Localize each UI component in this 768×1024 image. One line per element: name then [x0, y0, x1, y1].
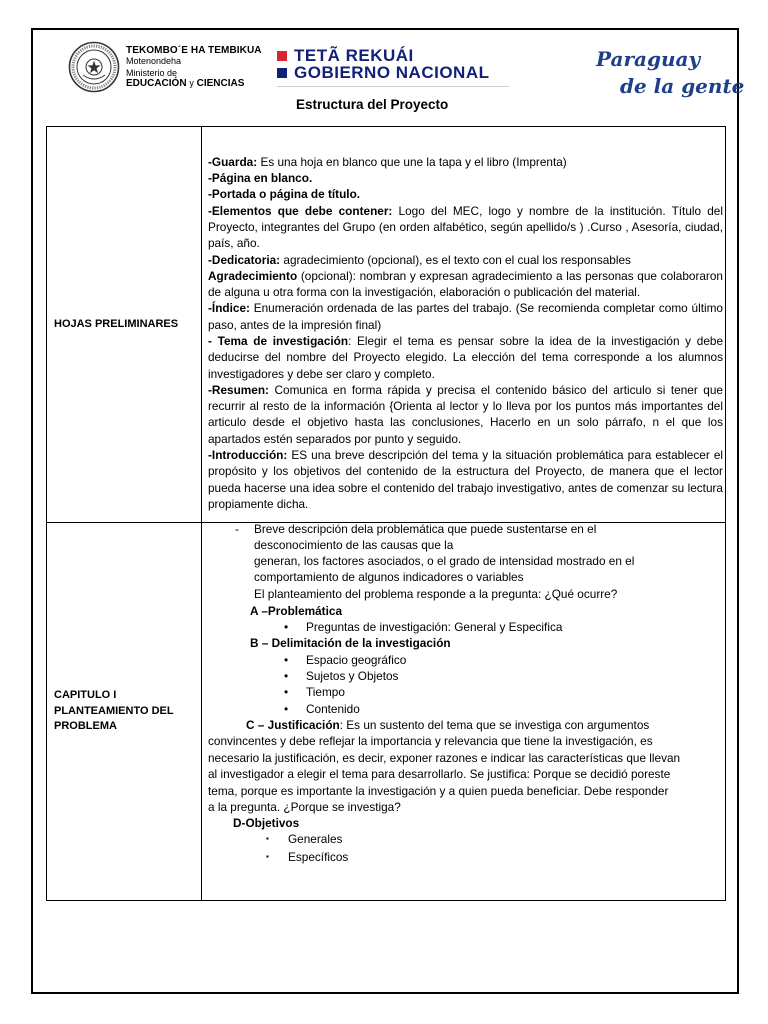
- list-item: Preguntas de investigación: General y Especifica: [306, 620, 563, 634]
- preliminar-item: -Índice: Enumeración ordenada de las partes del trabajo. (Se recomienda completar como último paso, antes de la impresión final): [208, 301, 723, 332]
- preliminar-item: -Página en blanco.: [208, 171, 313, 186]
- bullet-icon: ▪: [266, 834, 269, 843]
- bullet-icon: •: [284, 702, 289, 716]
- bullet-icon: •: [284, 620, 289, 634]
- paraguay-brand-logo: [594, 44, 745, 104]
- blue-square-icon: [277, 68, 287, 78]
- preliminar-item: -Introducción: ES una breve descripción del tema y la situación problemática para establecer el propósito y los objetivos del contenido de la estructura del Proyecto, de manera que el lector pueda hacerse una idea sobre el contenido del trabajo investigativo, antes de comenzar su lectura propiamente dicha.: [208, 448, 723, 511]
- section-b-title: B – Delimitación de la investigación: [250, 636, 451, 650]
- description-line: Breve descripción dela problemática que puede sustentarse en el: [254, 522, 597, 536]
- preliminares-content: [208, 137, 723, 513]
- list-item: Específicos: [288, 850, 349, 864]
- justification-line: convincentes y debe reflejar la importancia y relevancia que tiene la investigación, es: [208, 734, 653, 748]
- gov-line-2: GOBIERNO NACIONAL: [294, 62, 490, 82]
- bullet-icon: •: [284, 685, 289, 699]
- ministry-line-motenondeha: Motenondeha: [126, 56, 182, 66]
- preliminar-item: -Elementos que debe contener: Logo del MEC, logo y nombre de la institución. Título del Proyecto, integrantes del Grupo (en orden alfabético, según apellido/s ) .Curso , Asesoría, ciudad, país, año.: [208, 203, 723, 251]
- government-logo: [277, 47, 490, 81]
- svg-text:Paraguay: Paraguay: [596, 47, 701, 71]
- justification-line: necesario la justificación, es decir, exponer razones e indicar las características que llevan: [208, 751, 681, 765]
- list-item: Sujetos y Objetos: [306, 669, 399, 683]
- ministry-line-education: EDUCACIÓN y CIENCIAS: [126, 78, 245, 89]
- table-row: [47, 127, 726, 523]
- capitulo-content: [202, 523, 725, 900]
- list-item: Contenido: [306, 702, 360, 716]
- ministry-seal-logo: [68, 41, 120, 93]
- list-item: Tiempo: [306, 685, 345, 699]
- ministry-name: [126, 45, 262, 89]
- list-item: Generales: [288, 832, 343, 846]
- preliminar-item: -Resumen: Comunica en forma rápida y precisa el contenido básico del articulo si tener que recurrir al resto de la información {Orienta al lector y lo lleva por los puntos más importantes del articulo desde el objetivo hasta las conclusiones, Hacerlo en un solo párrafo, n el que los apartados estén separados por punto y seguido.: [208, 382, 723, 446]
- description-line: generan, los factores asociados, o el grado de intensidad mostrado en el: [254, 554, 635, 568]
- bullet-icon: ▪: [266, 852, 269, 861]
- section-a-title: A –Problemática: [250, 604, 343, 618]
- description-line: comportamiento de algunos indicadores o variables: [254, 570, 524, 584]
- ministry-line-guarani: TEKOMBO´E HA TEMBIKUA: [126, 45, 262, 56]
- preliminar-item: Agradecimiento (opcional): nombran y expresan agradecimiento a las personas que colaboraron de alguna u otra forma con la investigación, elaboración o publicación del material.: [208, 268, 723, 300]
- dash-bullet: -: [235, 522, 239, 536]
- gov-divider: [277, 86, 509, 87]
- bullet-icon: •: [284, 653, 289, 667]
- description-line: El planteamiento del problema responde a la pregunta: ¿Qué ocurre?: [254, 587, 618, 601]
- justification-line: tema, porque es importante la investigación y a quien pueda beneficiar. Debe responder: [208, 784, 669, 798]
- description-line: desconocimiento de las causas que la: [254, 538, 454, 552]
- table-row: [47, 523, 726, 901]
- bullet-icon: •: [284, 669, 289, 683]
- preliminar-item: -Dedicatoria: agradecimiento (opcional), es el texto con el cual los responsables: [208, 252, 631, 267]
- row-label-capitulo: CAPITULO I PLANTEAMIENTO DEL PROBLEMA: [47, 523, 202, 901]
- svg-text:de la gente: de la gente: [620, 74, 745, 98]
- justification-line: a la pregunta. ¿Porque se investiga?: [208, 800, 401, 814]
- preliminar-item: - Tema de investigación: Elegir el tema es pensar sobre la idea de la investigación y debe deducirse del nombre del Proyecto elegido. La elección del tema corresponde a los alumnos investigadores y debe ser claro y completo.: [208, 334, 724, 381]
- section-c-title: C – Justificación: [246, 718, 340, 732]
- structure-table: [46, 126, 726, 901]
- preliminar-item: -Guarda: Es una hoja en blanco que une la tapa y el libro (Imprenta): [208, 154, 567, 169]
- document-title: Estructura del Proyecto: [296, 97, 449, 112]
- justification-line: al investigador a elegir el tema para desarrollarlo. Se justifica: Porque se decidió poreste: [208, 767, 671, 781]
- ministry-line-ministerio: Ministerio de: [126, 68, 178, 78]
- gov-line-1: TETÃ REKUÁI: [294, 45, 414, 65]
- section-d-title: D-Objetivos: [233, 816, 300, 830]
- preliminar-item: -Portada o página de título.: [208, 187, 361, 202]
- section-c-line: C – Justificación: Es un sustento del tema que se investiga con argumentos: [246, 718, 650, 732]
- list-item: Espacio geográfico: [306, 653, 407, 667]
- red-square-icon: [277, 51, 287, 61]
- row-label-preliminares: HOJAS PRELIMINARES: [47, 127, 202, 523]
